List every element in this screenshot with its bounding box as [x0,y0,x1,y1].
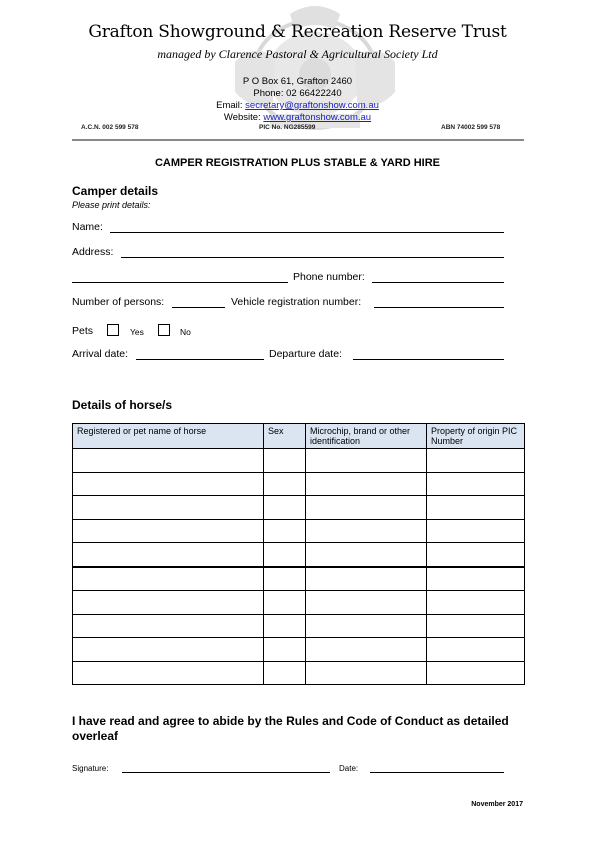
table-row [73,614,525,638]
email-label: Email: [216,100,243,111]
identification-cell[interactable] [306,496,427,520]
table-row [73,567,525,591]
identification-cell[interactable] [306,614,427,638]
phone-number: Phone: 02 66422240 [253,88,342,99]
website-link[interactable]: www.graftonshow.com.au [263,112,372,123]
pic-number-cell[interactable] [427,449,525,473]
table-row [73,591,525,615]
managed-by-line: managed by Clarence Pastoral & Agricultural Society Ltd [157,47,438,61]
horse-name-cell[interactable] [73,496,264,520]
horse-name-cell[interactable] [73,614,264,638]
column-header-horse-name: Registered or pet name of horse [73,424,264,449]
table-row [73,519,525,543]
table-header-row [73,424,525,449]
pets-no-label: No [180,327,191,337]
pic-number-cell[interactable] [427,496,525,520]
acn-number: A.C.N. 002 599 578 [81,124,139,131]
persons-label: Number of persons: [72,296,165,308]
identification-cell[interactable] [306,591,427,615]
horse-name-cell[interactable] [73,638,264,662]
website-label: Website: [223,112,261,123]
identification-cell[interactable] [306,472,427,496]
identification-cell[interactable] [306,543,427,567]
arrival-date-field[interactable] [136,359,264,360]
sex-cell[interactable] [264,567,306,591]
identification-cell[interactable] [306,638,427,662]
identification-cell[interactable] [306,567,427,591]
pic-number-cell[interactable] [427,519,525,543]
column-header-pic-number: Property of origin PIC Number [427,424,525,449]
camper-details-heading: Camper details [72,184,159,198]
horse-name-cell[interactable] [73,543,264,567]
sex-cell[interactable] [264,496,306,520]
sex-cell[interactable] [264,472,306,496]
table-row [73,472,525,496]
phone-field[interactable] [372,282,504,283]
email-line [0,100,595,112]
horse-name-cell[interactable] [73,449,264,473]
persons-field[interactable] [172,307,225,308]
horse-details-table [72,423,525,685]
table-row [73,449,525,473]
phone-label: Phone number: [293,271,365,283]
table-row [73,638,525,662]
date-field[interactable] [370,772,504,773]
name-label: Name: [72,221,103,233]
pic-number-cell[interactable] [427,638,525,662]
sex-cell[interactable] [264,519,306,543]
horse-name-cell[interactable] [73,661,264,685]
column-header-sex: Sex [264,424,306,449]
agreement-statement: I have read and agree to abide by the Rules and Code of Conduct as detailed overleaf [72,714,509,743]
address-field-line-2[interactable] [72,282,288,283]
horse-name-cell[interactable] [73,567,264,591]
identification-cell[interactable] [306,661,427,685]
horse-name-cell[interactable] [73,472,264,496]
identification-cell[interactable] [306,449,427,473]
organisation-name: Grafton Showground & Recreation Reserve Trust [88,22,507,42]
departure-date-field[interactable] [353,359,504,360]
form-title: CAMPER REGISTRATION PLUS STABLE & YARD HIRE [154,157,440,169]
pic-number-cell[interactable] [427,591,525,615]
pets-yes-checkbox[interactable] [107,324,119,336]
sex-cell[interactable] [264,614,306,638]
pic-number-cell[interactable] [427,661,525,685]
horse-name-cell[interactable] [73,591,264,615]
vehicle-field[interactable] [374,307,504,308]
horse-details-heading: Details of horse/s [72,398,173,412]
pic-number-cell[interactable] [427,472,525,496]
sex-cell[interactable] [264,661,306,685]
footer-date: November 2017 [471,801,523,808]
pets-yes-label: Yes [130,327,144,337]
name-field[interactable] [110,232,504,233]
date-label: Date: [339,764,359,773]
pic-number-cell[interactable] [427,543,525,567]
pic-number-cell[interactable] [427,614,525,638]
signature-field[interactable] [122,772,330,773]
departure-date-label: Departure date: [269,348,342,360]
pic-number-cell[interactable] [427,567,525,591]
signature-label: Signature: [72,764,109,773]
table-row [73,661,525,685]
website-line [0,112,595,124]
sex-cell[interactable] [264,591,306,615]
horse-name-cell[interactable] [73,519,264,543]
pets-label: Pets [72,325,94,337]
identification-cell[interactable] [306,519,427,543]
header-divider [72,139,524,141]
arrival-date-label: Arrival date: [72,348,129,360]
pets-no-checkbox[interactable] [158,324,170,336]
postal-address: P O Box 61, Grafton 2460 [242,76,353,87]
sex-cell[interactable] [264,543,306,567]
sex-cell[interactable] [264,638,306,662]
abn-number: ABN 74002 599 578 [441,124,501,131]
table-row [73,543,525,567]
email-link[interactable]: secretary@graftonshow.com.au [245,100,379,111]
sex-cell[interactable] [264,449,306,473]
pic-number: PIC No. NG285599 [259,124,316,131]
address-field[interactable] [121,257,504,258]
table-row [73,496,525,520]
vehicle-label: Vehicle registration number: [231,296,362,308]
address-label: Address: [72,246,114,258]
print-instruction: Please print details: [72,200,151,210]
column-header-identification: Microchip, brand or other identification [306,424,427,449]
